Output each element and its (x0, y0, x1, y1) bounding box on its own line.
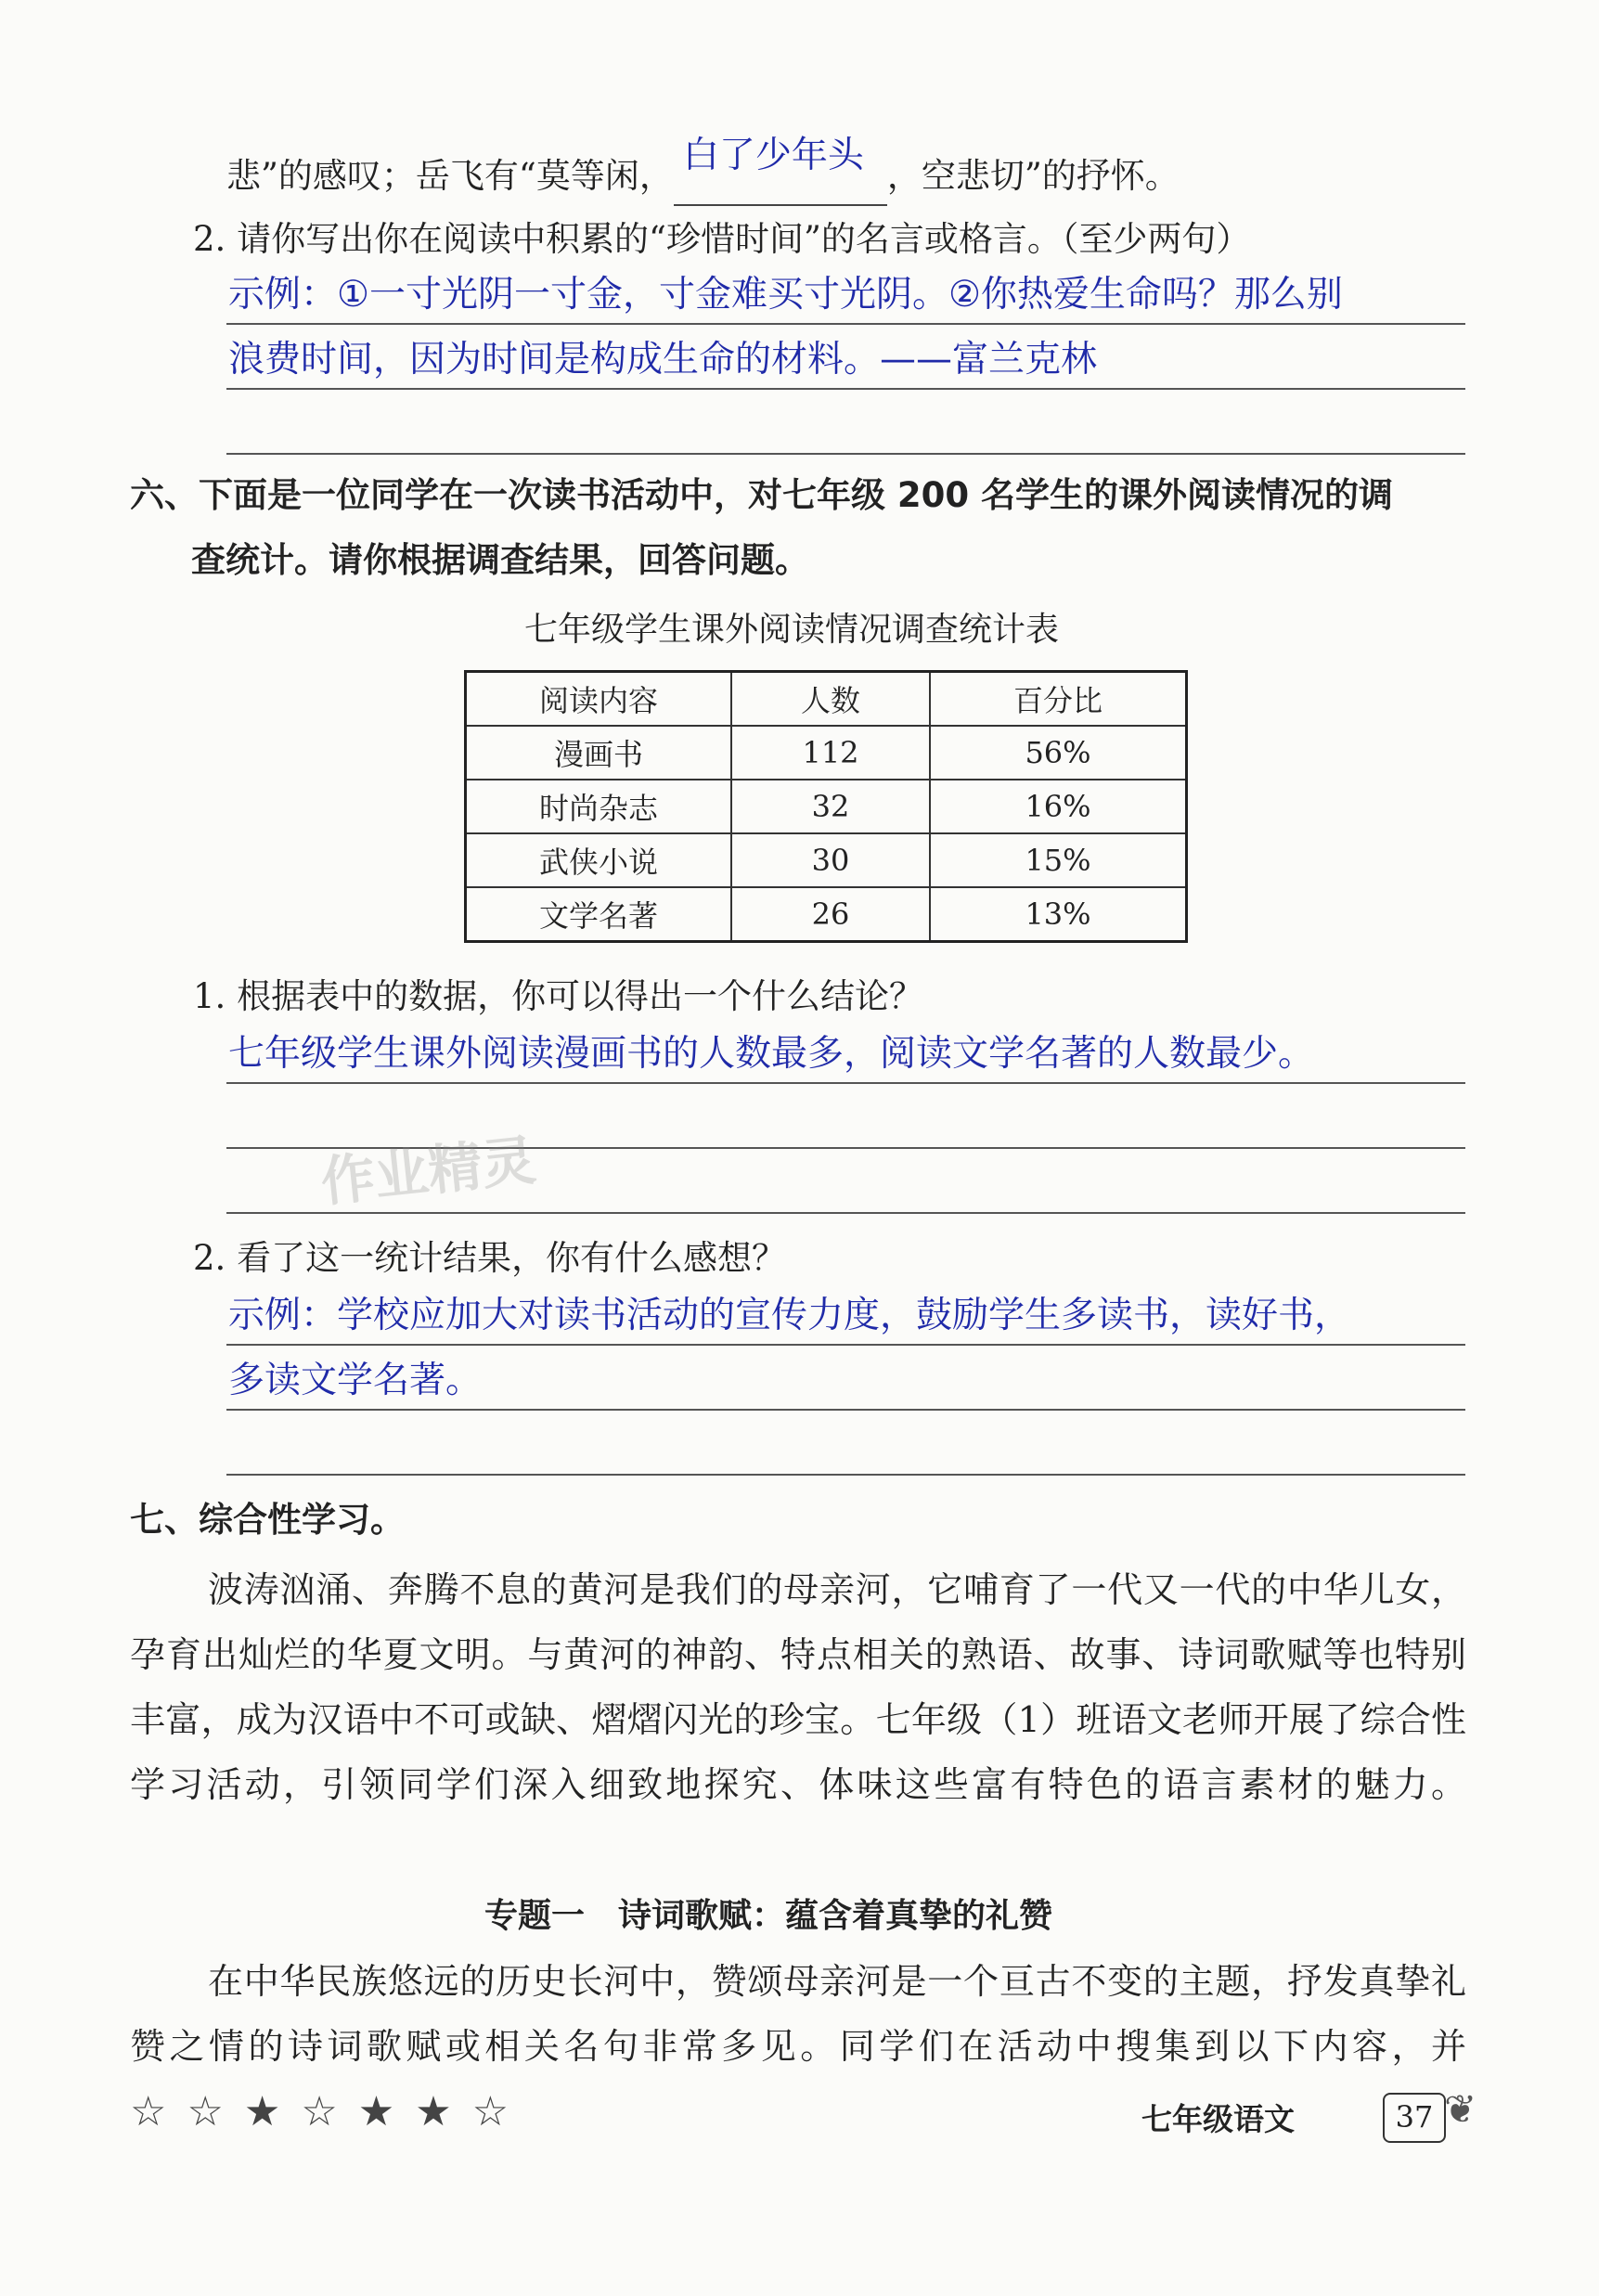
part5-q2-answer-line1: 示例：①一寸光阴一寸金，寸金难买寸光阴。②你热爱生命吗？那么别 (228, 274, 1343, 316)
part6-heading-line1: 六、下面是一位同学在一次读书活动中，对七年级 200 名学生的课外阅读情况的调 (130, 475, 1393, 515)
table-header-row (466, 672, 1187, 727)
table-header-cell: 人数 (731, 672, 930, 727)
footer-stars: ☆☆★☆★★☆ (130, 2088, 530, 2135)
table-row (466, 780, 1187, 833)
table-cell: 112 (731, 726, 930, 780)
table-cell: 56% (930, 726, 1187, 780)
topic-title: 专题一 诗词歌赋：蕴含着真挚的礼赞 (484, 1897, 1053, 1935)
table-row (466, 833, 1187, 887)
table-cell: 武侠小说 (466, 833, 732, 887)
part6-q2-prompt: 2. 看了这一统计结果，你有什么感想？ (193, 1238, 787, 1278)
part5-line1-answer: 白了少年头 (682, 135, 864, 176)
part6-heading-line2: 查统计。请你根据调查结果，回答问题。 (191, 540, 809, 580)
table-header-cell: 百分比 (930, 672, 1187, 727)
table-header-cell: 阅读内容 (466, 672, 732, 727)
part6-q1-answer: 七年级学生课外阅读漫画书的人数最多，阅读文学名著的人数最少。 (228, 1033, 1315, 1075)
table-cell: 16% (930, 780, 1187, 833)
answer-line (226, 388, 1465, 390)
table-cell: 30 (731, 833, 930, 887)
table-cell: 15% (930, 833, 1187, 887)
table-cell: 时尚杂志 (466, 780, 732, 833)
watermark: 作业精灵 (317, 1129, 539, 1214)
page-number: 37 (1383, 2093, 1446, 2143)
part7-heading: 七、综合性学习。 (130, 1500, 405, 1540)
part5-line1-prefix: 悲”的感叹；岳飞有“莫等闲， (226, 156, 674, 196)
part5-q2-prompt: 2. 请你写出你在阅读中积累的“珍惜时间”的名言或格言。（至少两句） (193, 219, 1251, 259)
table-row (466, 887, 1187, 942)
table-cell: 漫画书 (466, 726, 732, 780)
table-cell: 13% (930, 887, 1187, 942)
table-row (466, 726, 1187, 780)
table-cell: 32 (731, 780, 930, 833)
answer-line (226, 1344, 1465, 1346)
reading-stats-table (464, 670, 1188, 943)
part5-line1-suffix: ，空悲切”的抒怀。 (886, 156, 1180, 196)
footer-book-title: 七年级语文 (1141, 2101, 1295, 2137)
answer-line (226, 1082, 1465, 1084)
table-cell: 26 (731, 887, 930, 942)
table-title: 七年级学生课外阅读情况调查统计表 (524, 611, 1060, 649)
answer-line (226, 1212, 1465, 1214)
answer-line (226, 323, 1465, 325)
part5-line1-blank (674, 135, 887, 206)
answer-line (226, 1409, 1465, 1411)
answer-line (226, 453, 1465, 455)
part7-paragraph1: 波涛汹涌、奔腾不息的黄河是我们的母亲河，它哺育了一代又一代的中华儿女，孕育出灿烂的华夏文明。与黄河的神韵、特点相关的熟语、故事、诗词歌赋等也特别丰富，成为汉语中不可或缺、熠熠闪光的珍宝。七年级（1）班语文老师开展了综合性学习活动，引领同学们深入细致地探究、体味这些富有特色的语言素材的魅力。 (130, 1569, 1466, 1805)
part6-q2-answer-line1: 示例：学校应加大对读书活动的宣传力度，鼓励学生多读书，读好书， (228, 1295, 1351, 1336)
table-cell: 文学名著 (466, 887, 732, 942)
part6-q2-answer-line2: 多读文学名著。 (228, 1360, 483, 1401)
part6-q1-prompt: 1. 根据表中的数据，你可以得出一个什么结论？ (193, 976, 924, 1016)
answer-line (226, 1474, 1465, 1476)
part7-paragraph2: 在中华民族悠远的历史长河中，赞颂母亲河是一个亘古不变的主题，抒发真挚礼赞之情的诗词歌赋或相关名句非常多见。同学们在活动中搜集到以下内容，并 (130, 1961, 1466, 2067)
part5-q2-answer-line2: 浪费时间，因为时间是构成生命的材料。——富兰克林 (228, 339, 1098, 381)
leaf-icon: ❦ (1444, 2086, 1477, 2132)
part5-line1 (226, 135, 1180, 206)
